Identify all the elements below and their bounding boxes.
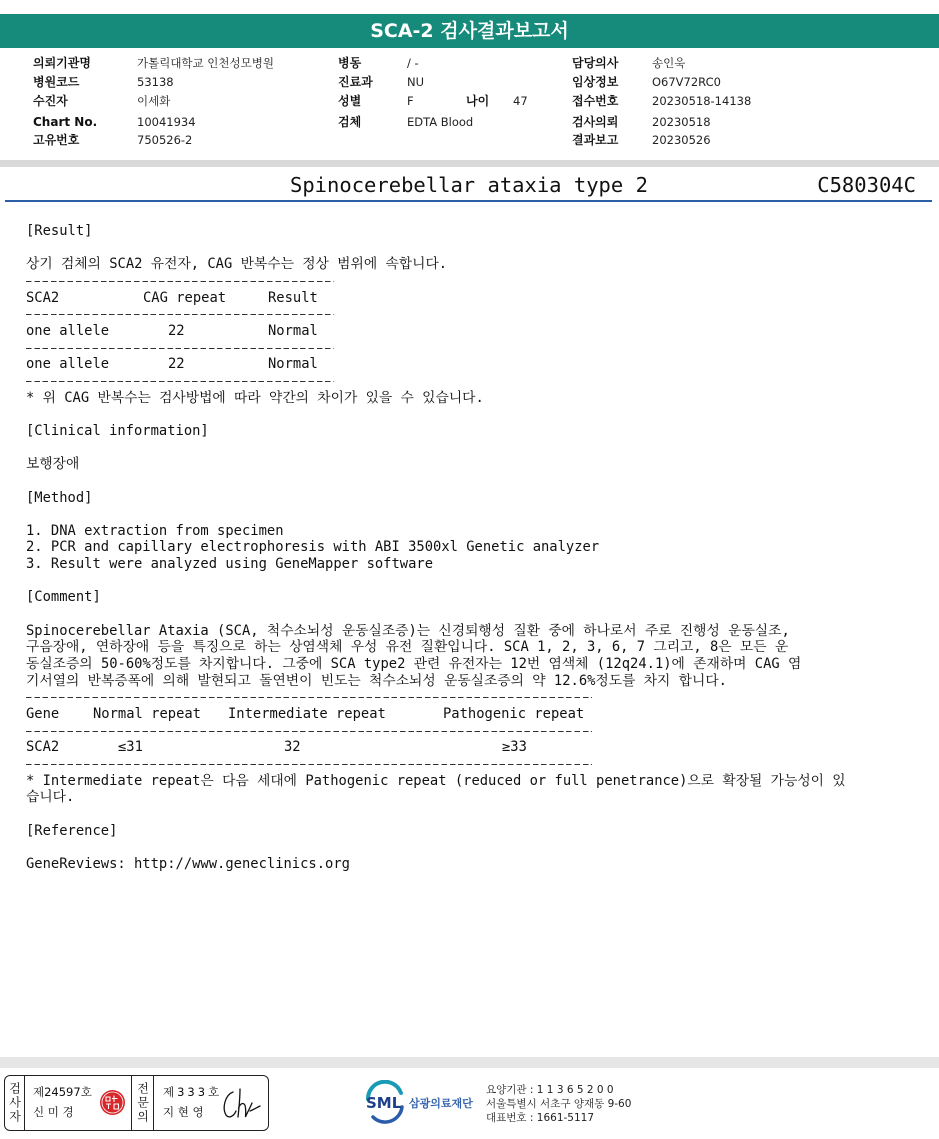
department-label: 진료과 xyxy=(338,75,373,89)
section-divider-band xyxy=(0,160,939,167)
blank-line xyxy=(26,573,926,590)
table-header-cell: SCA2 xyxy=(26,289,60,306)
comment-line: 기서열의 반복증폭에 의해 발현되고 돌연변이 빈도는 척수소뇌성 운동실조증의 약 12.6%정도를 차지 합니다. xyxy=(26,672,727,689)
method-step: 3. Result were analyzed using GeneMapper software xyxy=(26,556,434,573)
dashed-rule xyxy=(26,697,592,698)
table-cell: ≥33 xyxy=(502,739,527,756)
signature-box xyxy=(4,1075,269,1131)
table-rule xyxy=(26,723,926,740)
handwritten-signature-icon xyxy=(221,1086,263,1122)
organization-name: 삼광의료재단 xyxy=(409,1097,473,1110)
table-cell: SCA2 xyxy=(26,739,60,756)
request-date-value: 20230518 xyxy=(652,115,711,129)
phone-line: 대표번호 : 1661-5117 xyxy=(486,1112,595,1124)
ward-label: 병동 xyxy=(338,56,362,70)
blank-line xyxy=(26,240,926,257)
address-line: 서울특별시 서초구 양재동 9-60 xyxy=(486,1098,632,1110)
dashed-rule xyxy=(26,281,334,282)
blank-line xyxy=(26,473,926,490)
reference-text: GeneReviews: http://www.geneclinics.org xyxy=(26,855,350,872)
table-cell: 32 xyxy=(284,739,301,756)
logo-wordmark: SML xyxy=(366,1094,402,1112)
title-underline xyxy=(5,200,932,202)
attending-physician-label: 담당의사 xyxy=(572,56,619,70)
comment-note-line: * Intermediate repeat은 다음 세대에 Pathogenic repeat (reduced or full penetrance)으로 확장될 가능성이 있 xyxy=(26,772,846,789)
blank-line xyxy=(26,506,926,523)
accession-number-label: 접수번호 xyxy=(572,94,619,108)
sex-label: 성별 xyxy=(338,94,362,108)
report-body xyxy=(26,223,926,873)
blank-line xyxy=(26,806,926,823)
dashed-rule xyxy=(26,314,334,315)
method-step: 1. DNA extraction from specimen xyxy=(26,522,284,539)
attending-physician-value: 송인욱 xyxy=(652,56,686,70)
result-summary: 상기 검체의 SCA2 유전자, CAG 반복수는 정상 범위에 속합니다. xyxy=(26,256,448,273)
table-rule xyxy=(26,373,926,390)
hospital-code-value: 53138 xyxy=(137,75,174,89)
dashed-rule xyxy=(26,731,592,732)
result-note: * 위 CAG 반복수는 검사방법에 따라 약간의 차이가 있을 수 있습니다. xyxy=(26,389,484,406)
request-date-label: 검사의뢰 xyxy=(572,115,619,129)
chart-number-value: 10041934 xyxy=(137,115,196,129)
dashed-rule xyxy=(26,381,334,382)
specimen-label: 검체 xyxy=(338,115,362,129)
report-title: SCA-2 검사결과보고서 xyxy=(370,20,569,42)
examiner-name: 신 미 경 xyxy=(33,1105,74,1119)
table-rule xyxy=(26,756,926,773)
table-rule xyxy=(26,273,926,290)
table-header-cell: CAG repeat xyxy=(143,289,227,306)
examiner-label: 검사자 xyxy=(7,1082,22,1124)
specimen-value: EDTA Blood xyxy=(407,115,474,129)
table-header-cell: Pathogenic repeat xyxy=(443,706,585,723)
report-date-value: 20230526 xyxy=(652,133,711,147)
blank-line xyxy=(26,406,926,423)
accession-number-value: 20230518-14138 xyxy=(652,94,752,108)
comment-line: 구음장애, 연하장애 등을 특징으로 하는 상염색체 우성 유전 질환입니다. SCA 1, 2, 3, 6, 7 그리고, 8은 모든 운 xyxy=(26,639,789,656)
signature-stroke xyxy=(224,1089,260,1117)
table-header-cell: Normal repeat xyxy=(93,706,201,723)
report-date-label: 결과보고 xyxy=(572,133,619,147)
table-cell: Normal xyxy=(268,322,318,339)
blank-line xyxy=(26,440,926,457)
patient-info-panel xyxy=(0,0,939,160)
table-cell: Normal xyxy=(268,356,318,373)
clinical-text: 보행장애 xyxy=(26,456,80,473)
result-table-row xyxy=(26,356,926,373)
department-value: NU xyxy=(407,75,425,89)
patient-name-label: 수진자 xyxy=(33,94,68,108)
patient-name-value: 이세화 xyxy=(137,94,171,108)
age-value: 47 xyxy=(513,94,528,108)
repeat-table-row xyxy=(26,739,926,756)
sex-value: F xyxy=(407,94,414,108)
footer-divider-band xyxy=(0,1057,939,1068)
result-table-header xyxy=(26,290,926,307)
table-cell: ≤31 xyxy=(118,739,143,756)
result-table-row xyxy=(26,323,926,340)
table-rule xyxy=(26,689,926,706)
comment-heading: [Comment] xyxy=(26,589,101,606)
table-cell: 22 xyxy=(168,322,185,339)
table-cell: 22 xyxy=(168,356,185,373)
unique-id-label: 고유번호 xyxy=(33,133,80,147)
specialist-label: 전문의 xyxy=(135,1082,150,1124)
comment-line: Spinocerebellar Ataxia (SCA, 척수소뇌성 운동실조증)는 신경퇴행성 질환 중에 하나로서 주로 진행성 운동실조, xyxy=(26,622,790,639)
table-rule xyxy=(26,306,926,323)
table-cell: one allele xyxy=(26,356,110,373)
test-code: C580304C xyxy=(817,173,916,197)
seal-disc xyxy=(100,1090,125,1115)
reference-heading: [Reference] xyxy=(26,822,118,839)
method-heading: [Method] xyxy=(26,489,93,506)
ward-value: / - xyxy=(407,56,419,70)
clinical-info-value: O67V72RC0 xyxy=(652,75,721,89)
table-cell: one allele xyxy=(26,322,110,339)
blank-line xyxy=(26,839,926,856)
table-rule xyxy=(26,340,926,357)
red-name-seal-icon xyxy=(99,1089,126,1116)
examiner-license: 제24597호 xyxy=(33,1085,92,1099)
method-step: 2. PCR and capillary electrophoresis with ABI 3500xl Genetic analyzer xyxy=(26,539,600,556)
hospital-code-label: 병원코드 xyxy=(33,75,80,89)
repeat-table-header xyxy=(26,706,926,723)
divider xyxy=(24,1076,25,1130)
specialist-license: 제333호 xyxy=(163,1085,223,1099)
dashed-rule xyxy=(26,764,592,765)
clinical-heading: [Clinical information] xyxy=(26,422,209,439)
comment-note-line: 습니다. xyxy=(26,789,75,806)
test-name: Spinocerebellar ataxia type 2 xyxy=(290,173,648,197)
table-header-cell: Intermediate repeat xyxy=(228,706,386,723)
requesting-institution-value: 가톨릭대학교 인천성모병원 xyxy=(137,56,274,70)
requesting-institution-label: 의뢰기관명 xyxy=(33,56,91,70)
blank-line xyxy=(26,606,926,623)
divider xyxy=(153,1076,154,1130)
chart-number-label: Chart No. xyxy=(33,115,98,129)
comment-line: 동실조증의 50-60%정도를 차지합니다. 그중에 SCA type2 관련 유전자는 12번 염색체 (12q24.1)에 존재하며 CAG 염 xyxy=(26,656,802,673)
dashed-rule xyxy=(26,348,334,349)
institution-code-line: 요양기관 : 1 1 3 6 5 2 0 0 xyxy=(486,1084,614,1096)
age-label: 나이 xyxy=(466,94,490,108)
unique-id-value: 750526-2 xyxy=(137,133,193,147)
specialist-name: 지 현 영 xyxy=(163,1105,204,1119)
clinical-info-label: 임상정보 xyxy=(572,75,619,89)
table-header-cell: Result xyxy=(268,289,318,306)
table-header-cell: Gene xyxy=(26,706,60,723)
result-heading: [Result] xyxy=(26,223,93,239)
